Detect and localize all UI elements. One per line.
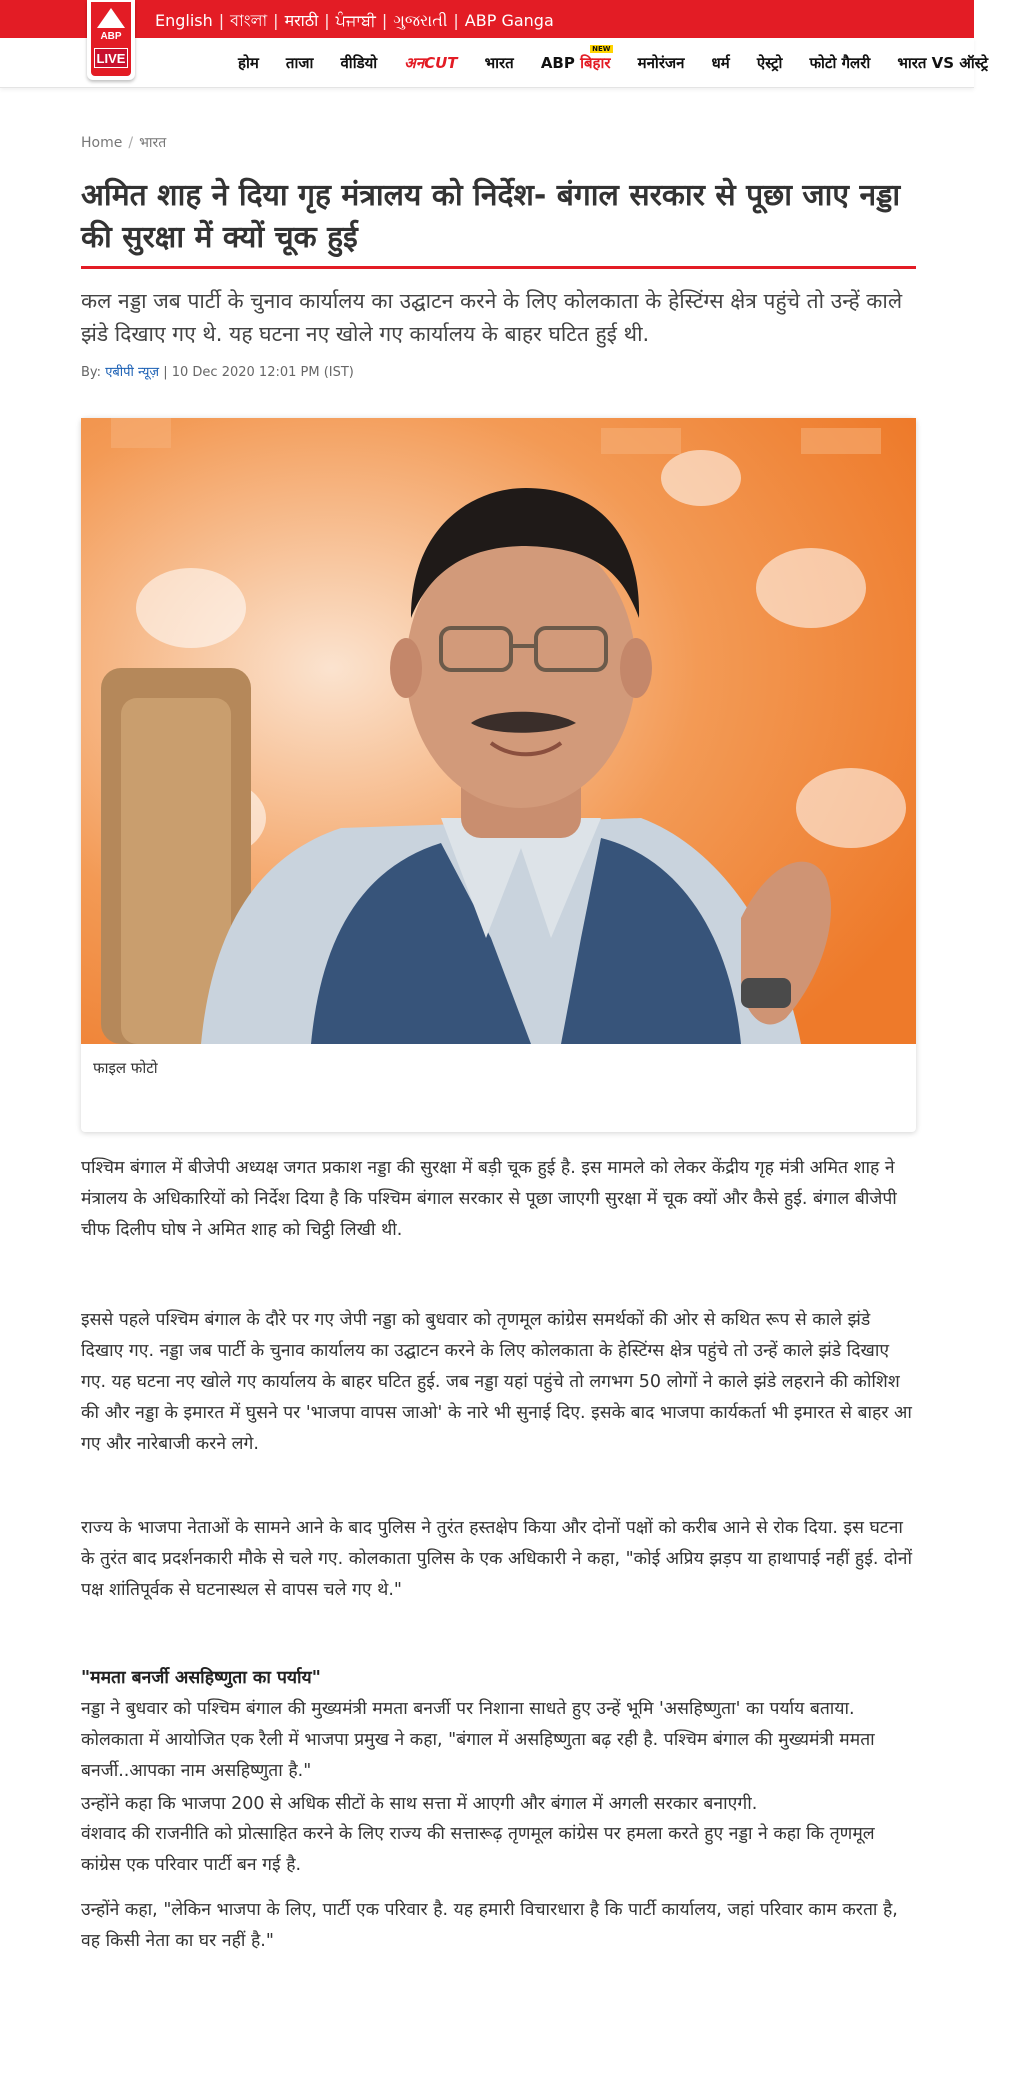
lang-link-abp-ganga[interactable]: ABP Ganga bbox=[464, 11, 554, 30]
nav-item-home[interactable]: होम bbox=[238, 54, 259, 72]
nav-bihar-text: बिहार bbox=[580, 54, 611, 72]
publish-date: 10 Dec 2020 12:01 PM (IST) bbox=[171, 365, 354, 380]
nav-item-india[interactable]: भारत bbox=[484, 54, 514, 72]
article-paragraph: राज्य के भाजपा नेताओं के सामने आने के बाद पुलिस ने तुरंत हस्तक्षेप किया और दोनों पक्षों को करीब आने से रोक दिया. इस घटना के तुरंत बाद प्रदर्शनकारी मौके से चले गए. कोलकाता पुलिस के एक अधिकारी ने कहा, "कोई अप्रिय झड़प या हाथापाई नहीं हुई. दोनों पक्ष शांतिपूर्वक से घटनास्थल से वापस चले गए थे." bbox=[81, 1518, 913, 1600]
nav-item-photo-gallery[interactable]: फोटो गैलरी bbox=[809, 54, 871, 72]
article-byline bbox=[81, 362, 354, 380]
article-paragraph: नड्डा ने बुधवार को पश्चिम बंगाल की मुख्यमंत्री ममता बनर्जी पर निशाना साधते हुए उन्हें भूमि 'असहिष्णुता' का पर्याय बताया. कोलकाता में आयोजित एक रैली में भाजपा प्रमुख ने कहा, "बंगाल में असहिष्णुता बढ़ रही है. पश्चिम बंगाल की मुख्यमंत्री ममता बनर्जी..आपका नाम असहिष्णुता है." bbox=[81, 1699, 875, 1781]
abp-live-logo[interactable] bbox=[85, 0, 137, 80]
main-nav bbox=[0, 38, 989, 88]
logo-live-badge: LIVE bbox=[94, 48, 128, 68]
title-divider bbox=[81, 266, 916, 269]
nav-item-abp-bihar[interactable] bbox=[540, 45, 611, 73]
article-paragraph: पश्चिम बंगाल में बीजेपी अध्यक्ष जगत प्रकाश नड्डा की सुरक्षा में बड़ी चूक हुई है. इस मामले को लेकर केंद्रीय गृह मंत्री अमित शाह ने मंत्रालय के अधिकारियों को निर्देश दिया है कि पश्चिम बंगाल सरकार से पूछा जाएगी सुरक्षा में चूक क्यों और कैसे हुई. बंगाल बीजेपी चीफ दिलीप घोष ने अमित शाह को चिट्ठी लिखी थी. bbox=[81, 1158, 897, 1240]
lang-link-bangla[interactable]: বাংলা bbox=[230, 11, 268, 30]
featured-photo[interactable] bbox=[81, 418, 916, 1044]
nav-abp-label: ABP bbox=[540, 54, 575, 72]
article-subheading: "ममता बनर्जी असहिष्णुता का पर्याय" bbox=[81, 1668, 321, 1688]
article-title: अमित शाह ने दिया गृह मंत्रालय को निर्देश- बंगाल सरकार से पूछा जाए नड्डा की सुरक्षा में क्यों चूक हुई bbox=[81, 178, 901, 255]
nav-item-religion[interactable]: धर्म bbox=[711, 54, 730, 72]
breadcrumb bbox=[81, 133, 166, 152]
lang-separator: | bbox=[218, 11, 225, 30]
lang-link-gujarati[interactable]: ગુજરાતી bbox=[393, 11, 448, 30]
breadcrumb-separator: / bbox=[128, 135, 134, 151]
lang-separator: | bbox=[324, 11, 330, 30]
byline-label: By: bbox=[81, 365, 102, 380]
nav-bihar-label bbox=[580, 45, 611, 72]
new-badge: NEW bbox=[592, 45, 611, 53]
featured-photo-illustration bbox=[81, 418, 916, 1044]
image-caption: फाइल फोटो bbox=[93, 1059, 158, 1077]
lang-separator: | bbox=[453, 11, 459, 30]
nav-item-video[interactable]: वीडियो bbox=[340, 54, 378, 72]
article-paragraph: वंशवाद की राजनीति को प्रोत्साहित करने के लिए राज्य की सत्तारूढ़ तृणमूल कांग्रेस पर हमला करते हुए नड्डा ने कहा कि तृणमूल कांग्रेस एक परिवार पार्टी बन गई है. bbox=[81, 1824, 875, 1875]
nav-item-astro[interactable]: ऐस्ट्रो bbox=[756, 54, 783, 72]
nav-item-uncut[interactable]: अनCUT bbox=[404, 54, 458, 72]
author-link[interactable]: एबीपी न्यूज़ bbox=[105, 365, 160, 380]
logo-abp-text: ABP bbox=[100, 31, 122, 42]
lang-separator: | bbox=[273, 11, 279, 30]
article-summary: कल नड्डा जब पार्टी के चुनाव कार्यालय का उद्घाटन करने के लिए कोलकाता के हेस्टिंग्स क्षेत्र पहुंचे तो उन्हें काले झंडे दिखाए गए थे. यह घटना नए खोले गए कार्यालय के बाहर घटित हुई थी. bbox=[81, 289, 903, 346]
article-paragraph: इससे पहले पश्चिम बंगाल के दौरे पर गए जेपी नड्डा को बुधवार को तृणमूल कांग्रेस समर्थकों की ओर से कथित रूप से काले झंडे दिखाए गए. नड्डा जब पार्टी के चुनाव कार्यालय का उद्घाटन करने के लिए कोलकाता के हेस्टिंग्स क्षेत्र पहुंचे तो उन्हें काले झंडे दिखाए गए. यह घटना नए खोले गए कार्यालय के बाहर घटित हुई. जब नड्डा यहां पहुंचे तो लगभग 50 लोगों ने काले झंडे लहराने की कोशिश की और नड्डा के इमारत में घुसने पर 'भाजपा वापस जाओ' के नारे भी सुनाई दिए. इसके बाद भाजपा कार्यकर्ता भी इमारत से बाहर आ गए और नारेबाजी करने लगे. bbox=[81, 1310, 912, 1454]
language-bar bbox=[0, 0, 974, 38]
language-links bbox=[155, 8, 554, 35]
lang-link-punjabi[interactable]: ਪੰਜਾਬੀ bbox=[335, 11, 376, 30]
lang-link-english[interactable]: English bbox=[155, 11, 213, 30]
breadcrumb-home[interactable]: Home bbox=[81, 135, 123, 151]
byline-separator: | bbox=[163, 365, 168, 380]
article-paragraph: उन्होंने कहा, "लेकिन भाजपा के लिए, पार्टी एक परिवार है. यह हमारी विचारधारा है कि पार्टी कार्यालय, जहां परिवार काम करता है, वह किसी नेता का घर नहीं है." bbox=[81, 1900, 898, 1951]
nav-list bbox=[238, 45, 1010, 73]
lang-separator: | bbox=[381, 11, 388, 30]
nav-item-ind-vs-aus[interactable]: भारत VS ऑस्ट्रे bbox=[897, 54, 989, 72]
nav-item-latest[interactable]: ताजा bbox=[285, 54, 314, 72]
featured-image-card bbox=[81, 418, 916, 1132]
article-paragraph: उन्होंने कहा कि भाजपा 200 से अधिक सीटों के साथ सत्ता में आएगी और बंगाल में अगली सरकार बनाएगी. bbox=[81, 1794, 758, 1814]
logo-triangle-icon bbox=[97, 8, 125, 28]
nav-item-entertainment[interactable]: मनोरंजन bbox=[637, 54, 685, 72]
breadcrumb-section[interactable]: भारत bbox=[139, 135, 167, 151]
lang-link-marathi[interactable]: मराठी bbox=[284, 11, 319, 30]
